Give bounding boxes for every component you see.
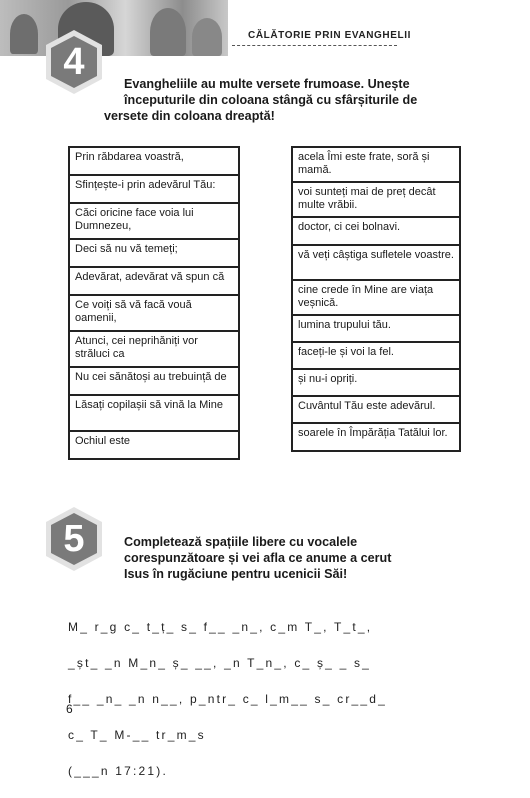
left-item[interactable]: Căci oricine face voia lui Dumnezeu,	[69, 203, 239, 239]
table-row	[69, 239, 239, 267]
table-row	[69, 267, 239, 295]
right-item[interactable]: lumina trupului tău.	[292, 315, 460, 342]
instruction-line: Isus în rugăciune pentru ucenicii Săi!	[124, 567, 348, 581]
section-label: CĂLĂTORIE PRIN EVANGHELII	[248, 30, 411, 41]
instruction-line: versete din coloana dreaptă!	[104, 109, 275, 123]
exercise-4-badge	[40, 28, 108, 96]
table-row	[292, 342, 460, 369]
left-item[interactable]: Sfințește-i prin adevărul Tău:	[69, 175, 239, 203]
right-item[interactable]: și nu-i opriți.	[292, 369, 460, 396]
fill-in-puzzle[interactable]	[68, 600, 387, 798]
page-number: 6	[66, 702, 73, 716]
table-row	[292, 423, 460, 451]
instruction-line: corespunzătoare și vei afla ce anume a cerut	[124, 551, 392, 565]
right-item[interactable]: soarele în Împărăția Tatălui lor.	[292, 423, 460, 451]
table-row	[292, 147, 460, 182]
table-row	[69, 395, 239, 431]
left-item[interactable]: Atunci, cei neprihăniți vor străluci ca	[69, 331, 239, 367]
right-item[interactable]: cine crede în Mine are viața veșnică.	[292, 280, 460, 315]
left-item[interactable]: Lăsați copilașii să vină la Mine	[69, 395, 239, 431]
puzzle-line: c_ T_ M-__ tr_m_s	[68, 728, 206, 742]
table-row	[69, 431, 239, 459]
right-item[interactable]: faceți-le și voi la fel.	[292, 342, 460, 369]
right-item[interactable]: voi sunteți mai de preț decât multe vrăbii.	[292, 182, 460, 217]
left-item[interactable]: Deci să nu vă temeți;	[69, 239, 239, 267]
exercise-4-number: 4	[63, 41, 85, 83]
table-row	[69, 203, 239, 239]
exercise-5-number: 5	[63, 518, 85, 560]
puzzle-line: f__ _n_ _n n__, p_ntr_ c_ l_m__ s_ cr__d_	[68, 692, 388, 706]
left-item[interactable]: Ochiul este	[69, 431, 239, 459]
instruction-line: începuturile din coloana stângă cu sfârșiturile de	[124, 93, 418, 107]
right-column-table	[291, 146, 461, 452]
left-column-table	[68, 146, 240, 460]
table-row	[292, 280, 460, 315]
exercise-5-badge	[40, 505, 108, 573]
table-row	[69, 147, 239, 175]
puzzle-line: _șt_ _n M_n_ ș_ __, _n T_n_, c_ ș_ _ s_	[68, 656, 372, 670]
table-row	[69, 331, 239, 367]
table-row	[292, 217, 460, 245]
left-item[interactable]: Adevărat, adevărat vă spun că	[69, 267, 239, 295]
instruction-line: Completează spațiile libere cu vocalele	[124, 535, 358, 549]
left-item[interactable]: Ce voiți să vă facă vouă oamenii,	[69, 295, 239, 331]
table-row	[292, 245, 460, 280]
table-row	[292, 182, 460, 217]
table-row	[292, 369, 460, 396]
table-row	[292, 315, 460, 342]
section-divider	[232, 45, 397, 46]
table-row	[69, 175, 239, 203]
left-item[interactable]: Prin răbdarea voastră,	[69, 147, 239, 175]
exercise-4-instructions	[104, 76, 418, 124]
table-row	[69, 367, 239, 395]
puzzle-line: M_ r_g c_ t_ț_ s_ f__ _n_, c_m T_, T_t_,	[68, 620, 373, 634]
header-illustration	[0, 0, 228, 56]
instruction-line: Evangheliile au multe versete frumoase. Unește	[124, 77, 410, 91]
table-row	[292, 396, 460, 423]
right-item[interactable]: vă veți câștiga sufletele voastre.	[292, 245, 460, 280]
puzzle-line: (___n 17:21).	[68, 764, 168, 778]
table-row	[69, 295, 239, 331]
right-item[interactable]: doctor, ci cei bolnavi.	[292, 217, 460, 245]
exercise-5-instructions	[124, 534, 391, 582]
right-item[interactable]: acela Îmi este frate, soră și mamă.	[292, 147, 460, 182]
right-item[interactable]: Cuvântul Tău este adevărul.	[292, 396, 460, 423]
left-item[interactable]: Nu cei sănătoși au trebuință de	[69, 367, 239, 395]
